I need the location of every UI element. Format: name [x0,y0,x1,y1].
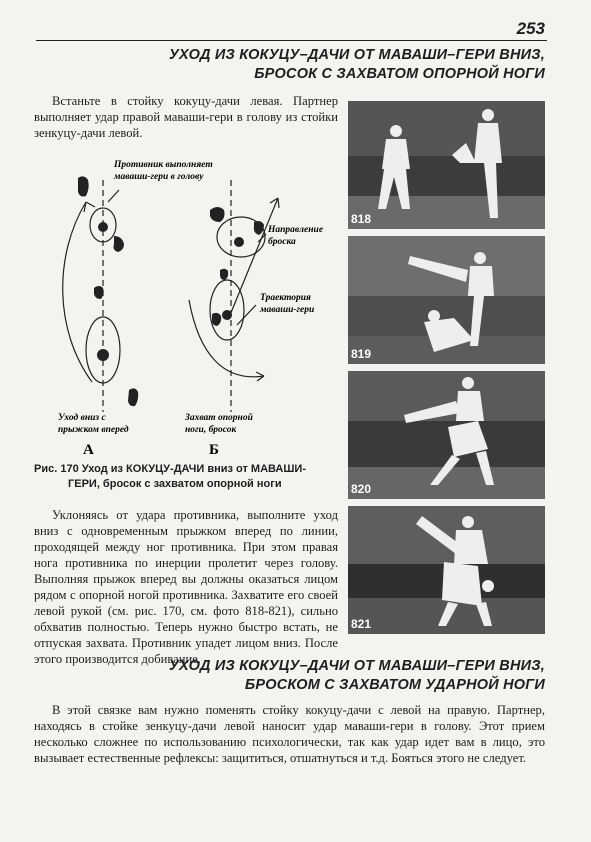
photo-number-818: 818 [351,212,372,226]
photo-819 [348,236,545,364]
section-heading-2 [169,657,545,695]
top-rule [36,40,547,41]
section-heading-1 [169,46,545,84]
photo-818-image [348,101,545,229]
photo-column [348,101,545,641]
label-a-caption-line2: прыжком вперед [58,425,129,435]
photo-820 [348,371,545,499]
label-trajectory-line2: маваши-гери [260,305,315,315]
photo-number-820: 820 [351,482,372,496]
photo-821-image [348,506,545,634]
intro-paragraph: Встаньте в стойку кокуцу-дачи левая. Партнер выполняет удар правой маваши-гери в голову из стойки зенкуцу-дачи левой. [34,94,338,140]
figure-caption [34,462,338,492]
heading-2-line-2: БРОСКОМ С ЗАХВАТОМ УДАРНОЙ НОГИ [244,677,545,693]
body-paragraph-1: Уклоняясь от удара противника, выполните уход вниз с одновременным прыжком вперед по линии, проходящей между ног противника. При этом правая нога противника по инерции пролетит через голову. Выполняя прыжок вперед вы должны оказаться лицом рядом с опорной ногой противника. Захватите его своей левой рукой (см. рис. 170, см. фото 818-821), сильно обхватив полностью. Теперь нужно быстро встать, не отпуская захвата. Противник упадет лицом вниз. После этого производится добивание. [34,508,338,666]
caption-line-1: Рис. 170 Уход из КОКУЦУ-ДАЧИ вниз от МАВАШИ- [34,463,306,475]
heading-1-line-1: УХОД ИЗ КОКУЦУ–ДАЧИ ОТ МАВАШИ–ГЕРИ ВНИЗ, [168,47,545,63]
label-direction-line2: броска [268,237,296,247]
photo-819-image [348,236,545,364]
label-b-caption-line2: ноги, бросок [185,425,237,435]
photo-821 [348,506,545,634]
photo-820-image [348,371,545,499]
photo-number-821: 821 [351,617,372,631]
caption-line-2: ГЕРИ, бросок с захватом опорной ноги [68,478,282,490]
label-trajectory-line1: Траектория [260,293,311,303]
letter-a: А [83,442,94,458]
page-number: 253 [516,19,545,38]
technique-diagram [34,150,338,460]
letter-b: Б [209,442,219,458]
heading-1-line-2: БРОСОК С ЗАХВАТОМ ОПОРНОЙ НОГИ [254,66,545,82]
label-a-caption-line1: Уход вниз с [58,413,106,423]
label-direction-line1: Направление [268,225,324,235]
photo-818 [348,101,545,229]
heading-2-line-1: УХОД ИЗ КОКУЦУ–ДАЧИ ОТ МАВАШИ–ГЕРИ ВНИЗ, [168,658,545,674]
label-opponent-line2: маваши-гери в голову [114,172,204,182]
label-opponent-line1: Противник выполняет [114,160,213,170]
label-b-caption-line1: Захват опорной [185,413,253,423]
body-paragraph-2: В этой связке вам нужно поменять стойку кокуцу-дачи с левой на правую. Партнер, находясь в стойке зенкуцу-дачи левой наносит удар маваши-гери в голову. Этот прием несколько сложнее по использованию психологически, так как удар идет вам в лицо, это вызывает естественные рефлексы: защититься, отшатнуться и т.д. Бояться этого не следует. [34,703,545,765]
photo-number-819: 819 [351,347,372,361]
